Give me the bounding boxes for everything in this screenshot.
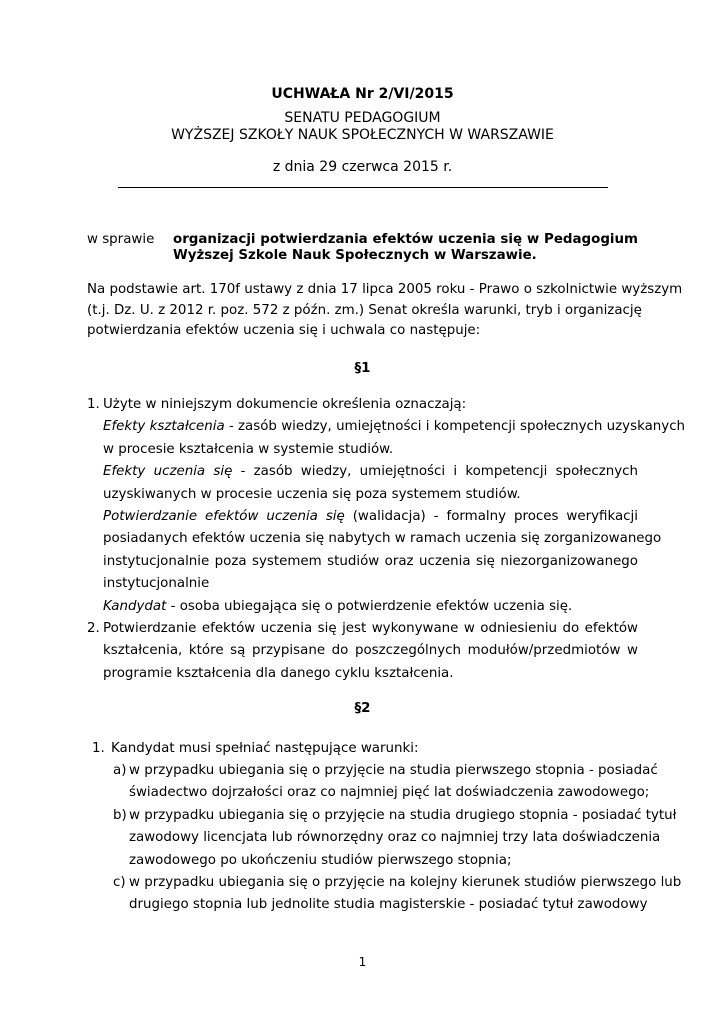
header-divider [118,187,608,188]
s1-item-1-text: Użyte w niniejszym dokumencie określenia oznaczają: [103,397,467,412]
s2-item-b-line: w przypadku ubiegania się o przyjęcie na studia drugiego stopnia - posiadać tytuł [129,808,677,823]
definition-term: Potwierdzanie efektów uczenia się [103,509,345,525]
s2-item-b-line: zawodowy licencjata lub równorzędny oraz co najmniej trzy lata doświadczenia [129,830,661,846]
intro-paragraph [87,280,683,342]
definition-text: posiadanych efektów uczenia się nabytych w ramach uczenia się zorganizowanego [103,531,662,547]
s1-item-2-number: 2. [87,621,100,636]
s2-item-1 [111,738,638,760]
definition-text: w procesie kształcenia w systemie studiów. [103,441,394,457]
s2-item-a-line: w przypadku ubiegania się o przyjęcie na studia pierwszego stopnia - posiadać [129,763,658,778]
definition-text: instytucjonalnie [103,576,210,592]
subject-line: Wyższej Szkole Nauk Społecznych w Warszawie. [173,248,537,263]
s1-item-1 [103,394,686,618]
definition-text: - osoba ubiegająca się o potwierdzenie efektów uczenia się. [166,598,573,614]
definition-text: (walidacja) - formalny proces weryfikacji [344,509,638,525]
resolution-title: UCHWAŁA Nr 2/VI/2015 [271,86,454,102]
s1-item-1-number: 1. [87,397,100,412]
s2-item-c-line: drugiego stopnia lub jednolite studia magisterskie - posiadać tytuł zawodowy [129,897,648,913]
s1-item-2-line: programie kształcenia dla danego cyklu kształcenia. [103,665,454,681]
intro-line: potwierdzania efektów uczenia się i uchwala co następuje: [87,323,481,338]
definition-text: - zasób wiedzy, umiejętności i kompetencji społecznych uzyskanych [224,419,686,435]
section-2-heading: §2 [354,701,371,716]
definition-term: Kandydat [103,598,167,614]
s2-item-a-line: świadectwo dojrzałości oraz co najmniej pięć lat doświadczenia zawodowego; [129,785,650,801]
s1-item-2-line: Potwierdzanie efektów uczenia się jest wykonywane w odniesieniu do efektów [103,621,638,636]
intro-line: Na podstawie art. 170f ustawy z dnia 17 lipca 2005 roku - Prawo o szkolnictwie wyższym [87,282,683,297]
resolution-date: z dnia 29 czerwca 2015 r. [272,159,453,175]
definition-term: Efekty uczenia się [103,464,233,480]
page-number: 1 [358,955,367,969]
s1-item-2 [103,618,638,685]
definition-term: Efekty kształcenia [103,419,225,435]
s2-item-1-text: Kandydat musi spełniać następujące warunki: [111,741,419,756]
intro-line: (t.j. Dz. U. z 2012 r. poz. 572 z późn. zm.) Senat określa warunki, tryb i organizację [87,302,642,318]
definition-text: instytucjonalnie poza systemem studiów oraz uczenia się niezorganizowanego [103,553,638,569]
s2-item-c-line: w przypadku ubiegania się o przyjęcie na kolejny kierunek studiów pierwszego lub [129,875,682,890]
s2-item-a [129,760,658,805]
s2-item-a-letter: a) [113,763,127,778]
s2-item-1-number: 1. [92,741,105,756]
subject-text [173,232,638,264]
s2-item-c [129,872,682,917]
s2-item-b [129,805,677,872]
s2-item-c-letter: c) [113,875,126,890]
subject-line: organizacji potwierdzania efektów uczenia się w Pedagogium [173,232,638,247]
school-name: WYŻSZEJ SZKOŁY NAUK SPOŁECZNYCH W WARSZAWIE [171,127,554,143]
section-1-heading: §1 [354,361,371,376]
s1-item-2-line: kształcenia, które są przypisane do poszczególnych modułów/przedmiotów w [103,643,638,659]
senate-name: SENATU PEDAGOGIUM [284,110,441,126]
s2-item-b-line: zawodowego po ukończeniu studiów pierwszego stopnia; [129,852,512,868]
s2-item-b-letter: b) [113,808,127,823]
subject-label: w sprawie [87,232,155,247]
definition-text: - zasób wiedzy, umiejętności i kompetencji społecznych [232,464,638,480]
definition-text: uzyskiwanych w procesie uczenia się poza systemem studiów. [103,486,521,502]
